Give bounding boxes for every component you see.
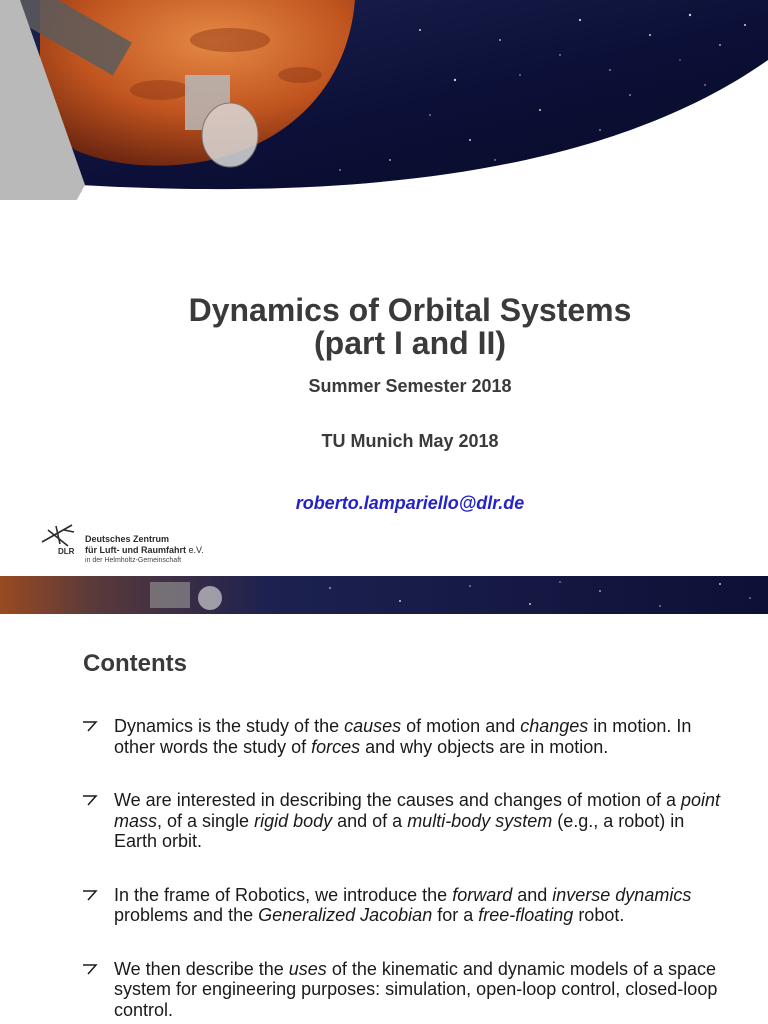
bullet-text-run: Dynamics is the study of the (114, 716, 345, 736)
bullet-emphasis: causes (344, 716, 402, 736)
bullet-emphasis: free-floating (478, 905, 574, 925)
dlr-logo-line-3: in der Helmholtz-Gemeinschaft (85, 557, 182, 564)
contents-bullet-text (114, 959, 717, 1020)
author-email-link[interactable]: roberto.lampariello@dlr.de (295, 493, 525, 513)
slide-location-date: TU Munich May 2018 (321, 431, 499, 451)
slide-title-line-2: (part I and II) (314, 325, 506, 361)
contents-bullet-item (82, 885, 732, 926)
bullet-text-run: In the frame of Robotics, we introduce the (114, 884, 453, 905)
bullet-text-run: of motion and (401, 716, 521, 736)
bullet-text-run: (e.g., a robot) in Earth orbit. (114, 810, 685, 851)
bullet-text-run: and (512, 884, 553, 905)
bullet-arrow-icon (82, 889, 98, 901)
bullet-text-run: of the kinematic and dynamic models of a space system for engineering purposes: simulation, open-loop control, closed-loop control. (114, 958, 718, 1020)
contents-bullet-text (114, 885, 691, 926)
slide-subtitle: Summer Semester 2018 (308, 376, 512, 396)
dlr-logo-text (85, 534, 204, 566)
bullet-emphasis: point mass (114, 790, 721, 831)
bullet-emphasis: multi-body system (407, 810, 553, 831)
dlr-logo-line-2 (85, 545, 204, 556)
bullet-text-run: We are interested in describing the causes and changes of motion of a (114, 790, 682, 810)
bullet-emphasis: forward (452, 884, 513, 905)
bullet-text-run: robot. (573, 905, 625, 925)
bullet-text-run: and why objects are in motion. (360, 736, 609, 757)
contents-bullet-item (82, 716, 732, 757)
contents-bullet-list (82, 716, 732, 1024)
contents-slide (0, 576, 768, 1024)
contents-heading: Contents (83, 650, 187, 677)
contents-bullet-item (82, 790, 732, 852)
contents-bullet-text (114, 790, 720, 851)
bullet-text-run: , of a single (157, 810, 255, 831)
bullet-text-run: for a (432, 905, 479, 925)
contents-bullet-text (114, 716, 691, 757)
bullet-emphasis: changes (520, 716, 589, 736)
space-strip-image (0, 576, 768, 614)
space-banner-image (0, 0, 768, 200)
dlr-bird-icon (38, 520, 86, 558)
title-block (0, 294, 768, 397)
contents-bullet-item (82, 959, 732, 1021)
dlr-logo-line-2-main: für Luft- und Raumfahrt (85, 545, 186, 555)
dlr-logo-line-2-suffix: e.V. (185, 545, 204, 555)
bullet-emphasis: uses (288, 958, 327, 979)
bullet-text-run: and of a (332, 810, 408, 831)
bullet-arrow-icon (82, 794, 98, 806)
bullet-emphasis: forces (311, 736, 361, 757)
bullet-text-run: in motion. In other words the study of (114, 716, 692, 757)
bullet-emphasis: Generalized Jacobian (258, 905, 433, 925)
bullet-arrow-icon (82, 963, 98, 975)
bullet-text-run: problems and the (114, 905, 259, 925)
bullet-emphasis: inverse dynamics (552, 884, 692, 905)
bullet-emphasis: rigid body (254, 810, 333, 831)
slide-title-line-1: Dynamics of Orbital Systems (188, 292, 632, 328)
bullet-arrow-icon (82, 720, 98, 732)
dlr-mark-text: DLR (58, 547, 75, 556)
dlr-logo-line-1: Deutsches Zentrum (85, 534, 170, 544)
bullet-text-run: We then describe the (114, 958, 289, 979)
